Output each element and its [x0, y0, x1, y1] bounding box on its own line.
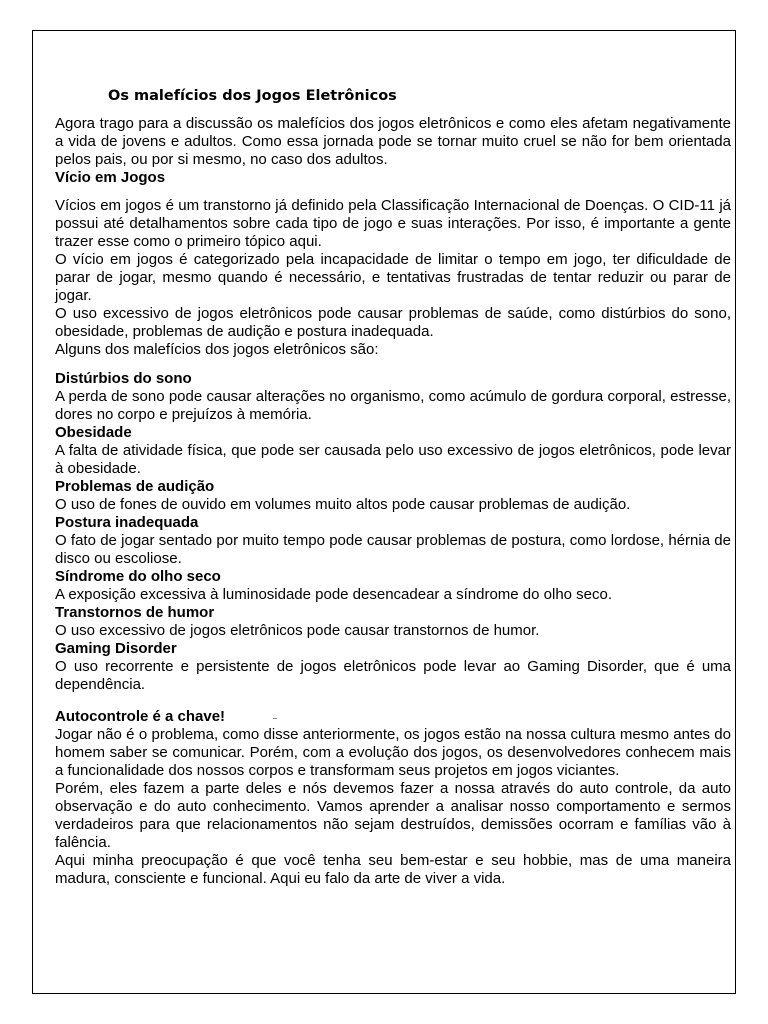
vicio-paragraph: Vícios em jogos é um transtorno já definido pela Classificação Internacional de Doenças. O CID-11 já possui até detalhamentos sobre cada tipo de jogo e suas interações. Por isso, é importante a gente trazer esse como o primeiro tópico aqui. — [55, 197, 731, 250]
harm-heading-olho-seco: Síndrome do olho seco — [55, 568, 221, 585]
harm-text-humor: O uso excessivo de jogos eletrônicos pode causar transtornos de humor. — [55, 622, 540, 639]
section-heading-autocontrole: Autocontrole é a chave! — [55, 708, 226, 725]
autocontrole-paragraph: Aqui minha preocupação é que você tenha seu bem-estar e seu hobbie, mas de uma maneira madura, consciente e funcional. Aqui eu falo da arte de viver a vida. — [55, 852, 731, 887]
harm-heading-humor: Transtornos de humor — [55, 604, 215, 621]
section-heading-vicio: Vício em Jogos — [55, 169, 166, 186]
harm-text-audicao: O uso de fones de ouvido em volumes muito altos pode causar problemas de audição. — [55, 496, 631, 513]
harm-text-postura: O fato de jogar sentado por muito tempo pode causar problemas de postura, como lordose, hérnia de disco ou escoliose. — [55, 532, 731, 567]
autocontrole-paragraph: Jogar não é o problema, como disse anteriormente, os jogos estão na nossa cultura mesmo antes do homem saber se comunicar. Porém, com a evolução dos jogos, os desenvolvedores conhecem mais a funcionalidade dos nossos corpos e transformam seus projetos em jogos viciantes. — [55, 726, 731, 779]
harm-heading-audicao: Problemas de audição — [55, 478, 215, 495]
vicio-paragraph: Alguns dos malefícios dos jogos eletrônicos são: — [55, 341, 379, 358]
harm-heading-postura: Postura inadequada — [55, 514, 199, 531]
harm-text-obesidade: A falta de atividade física, que pode ser causada pelo uso excessivo de jogos eletrônicos, pode levar à obesidade. — [55, 442, 731, 477]
document-body — [55, 86, 731, 888]
intro-paragraph: Agora trago para a discussão os malefícios dos jogos eletrônicos e como eles afetam negativamente a vida de jovens e adultos. Como essa jornada pode se tornar muito cruel se não for bem orientada pelos pais, ou por si mesmo, no caso dos adultos. — [55, 115, 731, 168]
harm-heading-sono: Distúrbios do sono — [55, 370, 192, 387]
harm-text-olho-seco: A exposição excessiva à luminosidade pode desencadear a síndrome do olho seco. — [55, 586, 613, 603]
vicio-paragraph: O vício em jogos é categorizado pela incapacidade de limitar o tempo em jogo, ter dificuldade de parar de jogar, mesmo quando é necessário, e tentativas frustradas de tentar reduzir ou parar de jogar. — [55, 251, 731, 304]
vicio-paragraph: O uso excessivo de jogos eletrônicos pode causar problemas de saúde, como distúrbios do sono, obesidade, problemas de audição e postura inadequada. — [55, 305, 731, 340]
autocontrole-paragraph: Porém, eles fazem a parte deles e nós devemos fazer a nossa através do auto controle, da auto observação e do auto conhecimento. Vamos aprender a analisar nosso comportamento e sermos verdadeiros para que relacionamentos não sejam destruídos, demissões ocorram e famílias vão à falência. — [55, 780, 731, 851]
harm-heading-gaming-disorder: Gaming Disorder — [55, 640, 177, 657]
harm-text-sono: A perda de sono pode causar alterações no organismo, como acúmulo de gordura corporal, estresse, dores no corpo e prejuízos à memória. — [55, 388, 731, 423]
document-title: Os malefícios dos Jogos Eletrônicos — [108, 88, 397, 104]
harm-text-gaming-disorder: O uso recorrente e persistente de jogos eletrônicos pode levar ao Gaming Disorder, que é uma dependência. — [55, 658, 731, 693]
harm-heading-obesidade: Obesidade — [55, 424, 132, 441]
